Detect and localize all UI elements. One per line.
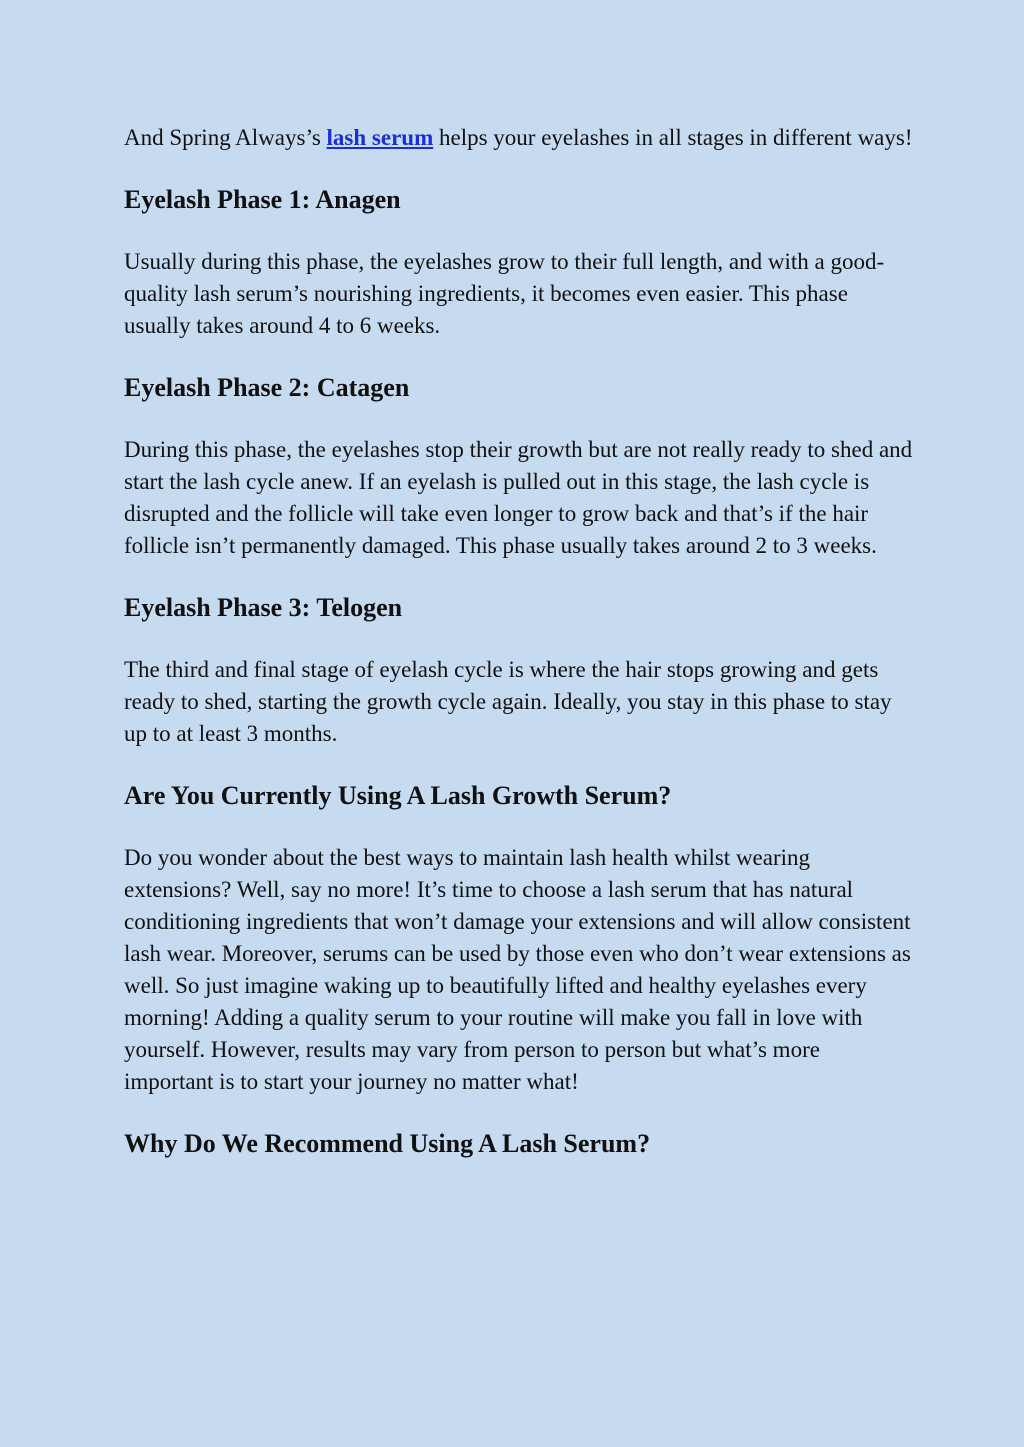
heading-phase-1: Eyelash Phase 1: Anagen — [124, 185, 401, 214]
heading-why-recommend: Why Do We Recommend Using A Lash Serum? — [124, 1129, 651, 1158]
heading-phase-2: Eyelash Phase 2: Catagen — [124, 373, 410, 402]
paragraph-phase-2: During this phase, the eyelashes stop their growth but are not really ready to shed and start the lash cycle anew. If an eyelash is pulled out in this stage, the lash cycle is disrupted and the follicle will take even longer to grow back and that’s if the hair follicle isn’t permanently damaged. This phase usually takes around 2 to 3 weeks. — [124, 437, 913, 558]
lash-serum-link[interactable]: lash serum — [326, 125, 434, 150]
paragraph-using-serum: Do you wonder about the best ways to maintain lash health whilst wearing extensions? Well, say no more! It’s time to choose a lash serum that has natural conditioning ingredients that won’t damage your extensions and will allow consistent lash wear. Moreover, serums can be used by those even who don’t wear extensions as well. So just imagine waking up to beautifully lifted and healthy eyelashes every morning! Adding a quality serum to your routine will make you fall in love with yourself. However, results may vary from person to person but what’s more important is to start your journey no matter what! — [124, 845, 911, 1094]
paragraph-phase-1: Usually during this phase, the eyelashes grow to their full length, and with a good-quality lash serum’s nourishing ingredients, it becomes even easier. This phase usually takes around 4 to 6 weeks. — [124, 249, 885, 338]
paragraph-phase-3: The third and final stage of eyelash cycle is where the hair stops growing and gets ready to shed, starting the growth cycle again. Ideally, you stay in this phase to stay up to at least 3 months. — [124, 657, 892, 746]
intro-text-before: And Spring Always’s — [124, 125, 327, 150]
intro-text-after: helps your eyelashes in all stages in different ways! — [433, 125, 913, 150]
document-page — [124, 122, 914, 1160]
intro-paragraph — [124, 122, 914, 154]
heading-phase-3: Eyelash Phase 3: Telogen — [124, 593, 403, 622]
heading-using-serum: Are You Currently Using A Lash Growth Serum? — [124, 781, 672, 810]
